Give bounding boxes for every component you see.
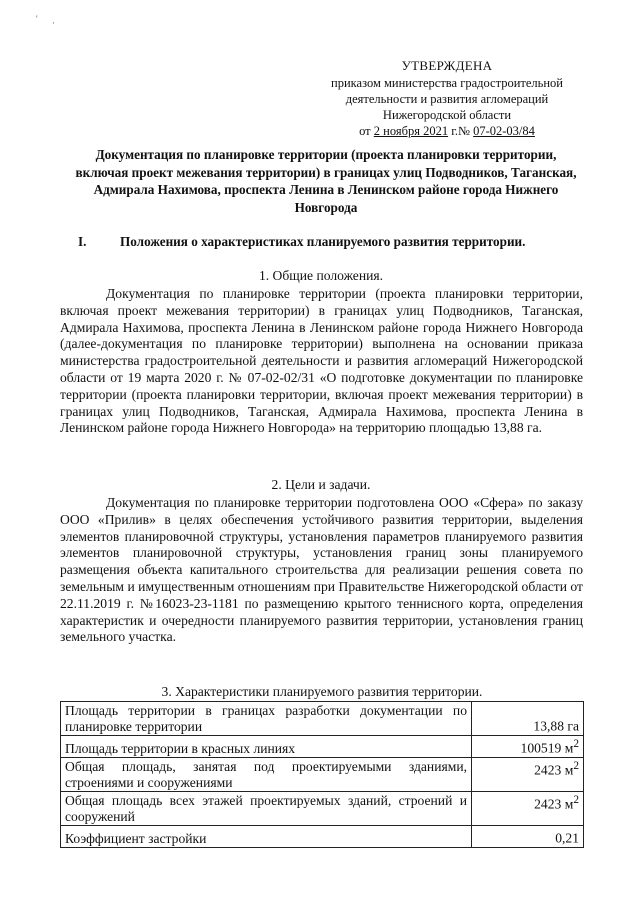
approval-line: деятельности и развития агломераций [345,92,549,106]
approval-number: 07-02-03/84 [473,124,535,138]
approval-line: приказом министерства градостроительной [331,76,563,90]
subsection-heading: 2. Цели и задачи. [271,477,371,492]
document-title: Документация по планировке территории (проекта планировки территории, включая проект межевания территории) в границах улиц Подводников, Таганская, Адмирала Нахимова, проспекта Ленина в Ленинском районе города Нижнего Новгорода [75,147,577,215]
row-label: Площадь территории в границах разработки документации по планировке территории [61,702,472,736]
row-value: 0,21 [472,826,584,848]
row-label: Площадь территории в красных линиях [61,736,472,758]
scan-mark: ' [36,14,38,24]
row-value: 2423 $м^2$ [472,792,584,826]
approval-heading: УТВЕРЖДЕНА [401,58,493,73]
date-prefix: от [359,124,374,138]
row-value: 13,88 га [472,702,584,736]
row-label: Общая площадь всех этажей проектируемых зданий, строений и сооружений [61,792,472,826]
row-value: 2423 $м^2$ [472,758,584,792]
row-label: Коэффициент застройки [61,826,472,848]
row-label: Общая площадь, занятая под проектируемыми зданиями, строениями и сооружениями [61,758,472,792]
characteristics-table [60,701,584,848]
approval-date: 2 ноября 2021 [373,124,449,138]
section-number: I. [78,234,87,249]
table-row [61,792,584,826]
approval-block [318,58,576,139]
scan-mark: · [52,18,55,28]
table-caption: 3. Характеристики планируемого развития территории. [161,684,483,699]
table-row [61,736,584,758]
approval-line: Нижегородской области [382,108,512,122]
subsection-heading: 1. Общие положения. [258,268,384,283]
approval-date-line [318,123,576,139]
table-row [61,702,584,736]
date-mid: г.№ [448,124,474,138]
section-title: Положения о характеристиках планируемого развития территории. [120,234,526,249]
table-row [61,826,584,848]
row-value: 100519 $м^2$ [472,736,584,758]
subsection-text: Документация по планировке территории подготовлена ООО «Сфера» по заказу ООО «Прилив» в целях обеспечения устойчивого развития территории, выделения элементов планировочной структуры, установления параметров планируемого развития элементов планировочной структуры, установления границ зоны планируемого размещения объекта капитального строительства для реализации решения совета по земельным и имущественным отношениям при Правительстве Нижегородской области от 22.11.2019 г. №16023-23-1181 по размещению крытого теннисного корта, определения характеристик и очередности планируемого развития территории, установления границ земельного участка. [60,495,583,645]
subsection-text: Документация по планировке территории (проекта планировки территории, включая проект межевания территории) в границах улиц Подводников, Таганская, Адмирала Нахимова, проспекта Ленина в Ленинском районе города Нижнего Новгорода (далее-документация по планировке территории) выполнена на основании приказа министерства градостроительной деятельности и развития агломераций Нижегородской области от 19 марта 2020 г. № 07-02-02/31 «О подготовке документации по планировке территории (проекта планировки территории, включая проект межевания территории) в границах улиц Подводников, Таганская, Адмирала Нахимова, проспекта Ленина в Ленинском районе города Нижнего Новгорода» на территорию площадью 13,88 га. [60,286,583,436]
table-row [61,758,584,792]
